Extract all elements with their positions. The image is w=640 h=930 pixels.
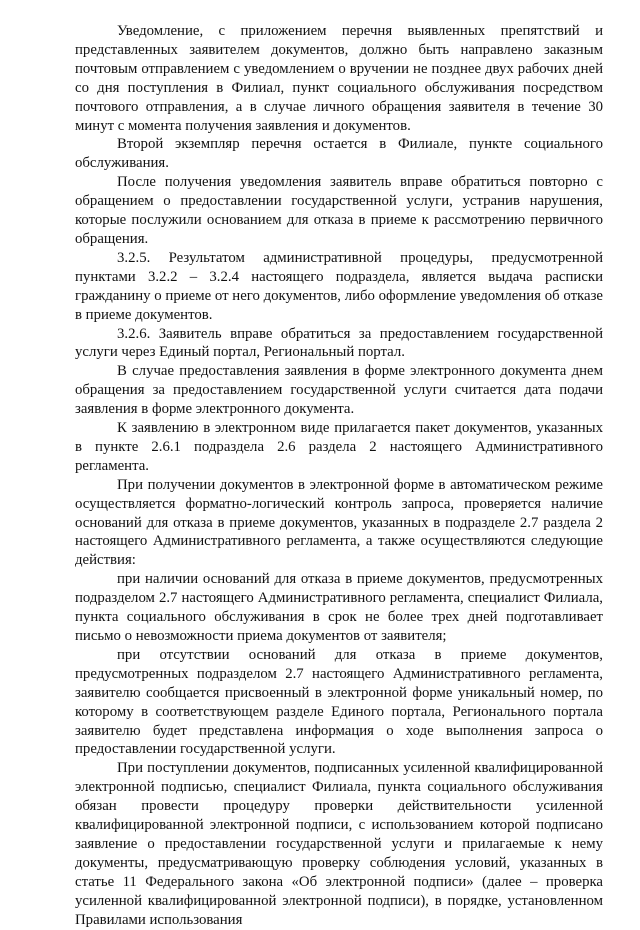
paragraph-unique-number: при отсутствии оснований для отказа в приеме документов, предусмотренных подразделом 2.7 настоящего Административного регламента, заявителю сообщается присвоенный в электронной форме уникальный номер, по которому в соответствующем разделе Единого портала, Регионального портала заявителю будет представлена информация о ходе выполнения запроса о предоставлении государственной услуги. [75, 646, 603, 758]
paragraph-3-2-6: 3.2.6. Заявитель вправе обратиться за предоставлением государственной услуги через Единый портал, Региональный портал. [75, 325, 603, 361]
paragraph-format-control: При получении документов в электронной форме в автоматическом режиме осуществляется форматно-логический контроль запроса, проверяется наличие оснований для отказа в приеме документов, указанных в подразделе 2.7 раздела 2 настоящего Административного регламента, а также осуществляются следующие действия: [75, 476, 603, 569]
paragraph-electronic-date: В случае предоставления заявления в форме электронного документа днем обращения за предоставлением государственной услуги считается дата подачи заявления в форме электронного документа. [75, 363, 603, 418]
paragraph-notification: Уведомление, с приложением перечня выявленных препятствий и представленных заявителем документов, должно быть направлено заказным почтовым отправлением с уведомлением о вручении не позднее двух рабочих дней со дня поступления в Филиал, пункт социального обслуживания посредством почтового отправления, а в случае личного обращения заявителя в течение 30 минут с момента получения заявления и документов. [75, 23, 603, 134]
paragraph-refusal-grounds: при наличии оснований для отказа в приеме документов, предусмотренных подразделом 2.7 настоящего Административного регламента, специалист Филиала, пункта социального обслуживания в срок не более трех дней подготавливает письмо о невозможности приема документов от заявителя; [75, 571, 603, 644]
paragraph-repeat-request: После получения уведомления заявитель вправе обратиться повторно с обращением о предоставлении государственной услуги, устранив нарушения, которые послужили основанием для отказа в приеме к рассмотрению первичного обращения. [75, 174, 603, 247]
paragraph-document-package: К заявлению в электронном виде прилагается пакет документов, указанных в пункте 2.6.1 подраздела 2.6 раздела 2 настоящего Административного регламента. [75, 420, 603, 474]
paragraph-second-copy: Второй экземпляр перечня остается в Филиале, пункте социального обслуживания. [75, 136, 603, 172]
paragraph-signature-check: При поступлении документов, подписанных усиленной квалифицированной электронной подписью, специалист Филиала, пункта социального обслуживания обязан провести процедуру проверки действительности усиленной квалифицированной электронной подписи, с использованием которой подписано заявление о предоставлении государственной услуги и прилагаемые к нему документы, предусматривающую проверку соблюдения условий, указанных в статье 11 Федерального закона «Об электронной подписи» (далее – проверка усиленной квалифицированной электронной подписи), в порядке, установленном Правилами использования [75, 760, 603, 928]
paragraph-3-2-5: 3.2.5. Результатом административной процедуры, предусмотренной пунктами 3.2.2 – 3.2.4 настоящего подраздела, является выдача расписки гражданину о приеме от него документов, либо оформление уведомления об отказе в приеме документов. [75, 249, 603, 323]
